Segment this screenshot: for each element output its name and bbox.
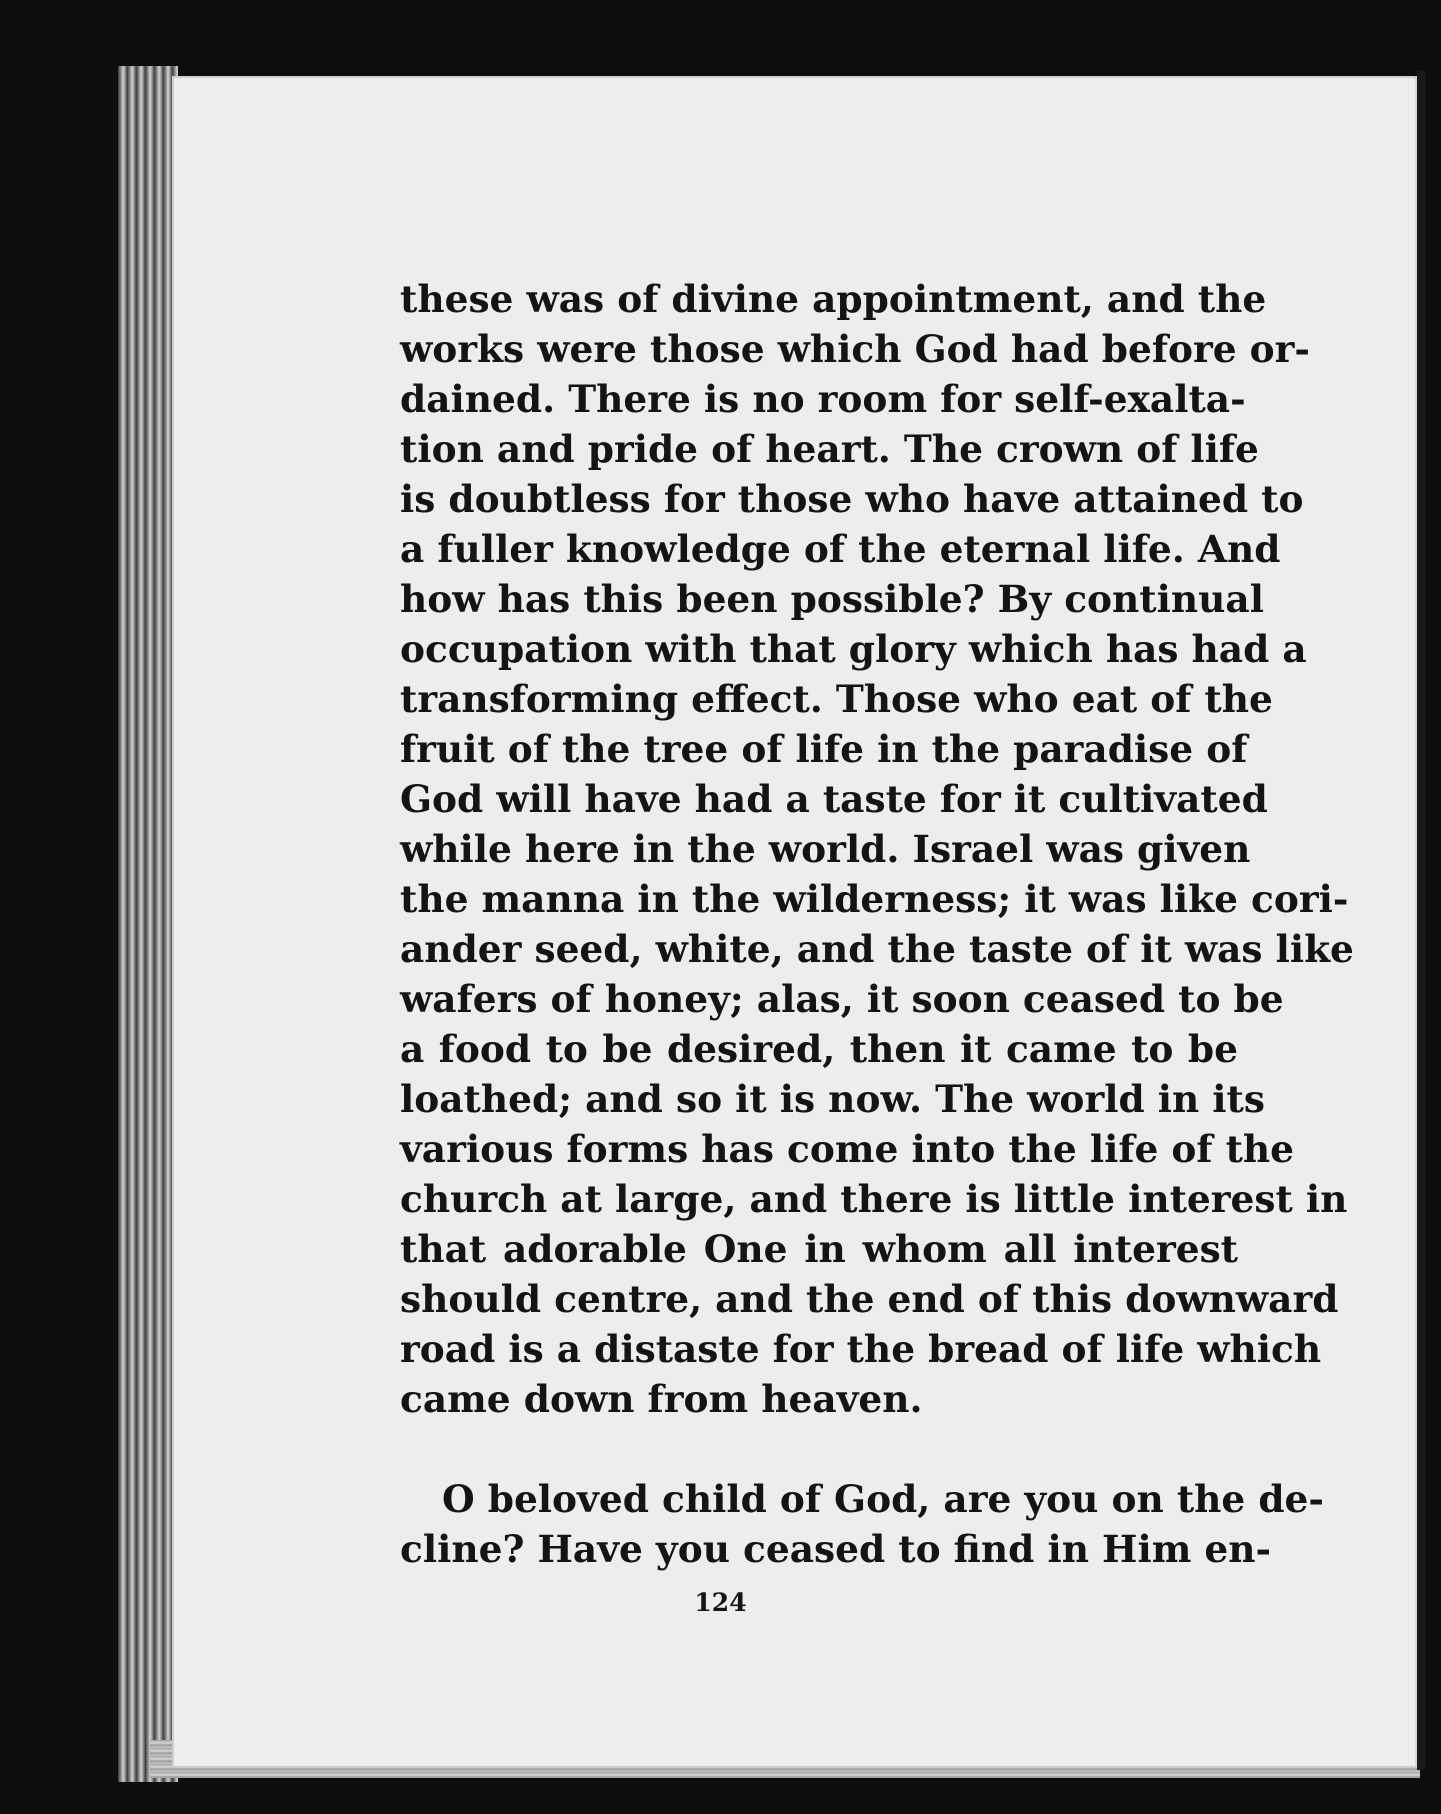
paragraph-gap [400, 1424, 1238, 1474]
text-line: came down from heaven. [400, 1377, 923, 1421]
text-line: while here in the world. Israel was given [400, 827, 1251, 871]
text-line: works were those which God had before or- [400, 327, 1310, 371]
text-line: that adorable One in whom all interest [400, 1227, 1238, 1271]
text-line: tion and pride of heart. The crown of life [400, 427, 1259, 471]
text-line: wafers of honey; alas, it soon ceased to be [400, 977, 1284, 1021]
text-line: how has this been possible? By continual [400, 577, 1264, 621]
text-line: dained. There is no room for self-exalta- [400, 377, 1246, 421]
text-line: various forms has come into the life of the [400, 1127, 1295, 1171]
text-line: O beloved child of God, are you on the de- [442, 1477, 1324, 1521]
text-line: the manna in the wilderness; it was like cori- [400, 877, 1349, 921]
text-line: a fuller knowledge of the eternal life. And [400, 527, 1281, 571]
text-line: these was of divine appointment, and the [400, 277, 1267, 321]
text-line: transforming effect. Those who eat of the [400, 677, 1273, 721]
text-line: should centre, and the end of this downward [400, 1277, 1339, 1321]
page-right-edge [1417, 70, 1425, 1770]
text-line: God will have had a taste for it cultivated [400, 777, 1268, 821]
text-line: cline? Have you ceased to find in Him en- [400, 1527, 1272, 1571]
page-number: 124 [694, 1588, 747, 1617]
paragraph-2 [400, 1474, 1324, 1574]
text-line: fruit of the tree of life in the paradise of [400, 727, 1248, 771]
text-line: road is a distaste for the bread of life which [400, 1327, 1322, 1371]
text-line: loathed; and so it is now. The world in its [400, 1077, 1265, 1121]
paragraph-1 [400, 274, 1354, 1424]
book-page-edges [118, 66, 178, 1782]
text-line: is doubtless for those who have attained to [400, 477, 1304, 521]
text-line: church at large, and there is little interest in [400, 1177, 1348, 1221]
text-line: a food to be desired, then it came to be [400, 1027, 1238, 1071]
text-line: occupation with that glory which has had a [400, 627, 1307, 671]
body-text [400, 274, 1354, 1574]
text-line: ander seed, white, and the taste of it was like [400, 927, 1354, 971]
